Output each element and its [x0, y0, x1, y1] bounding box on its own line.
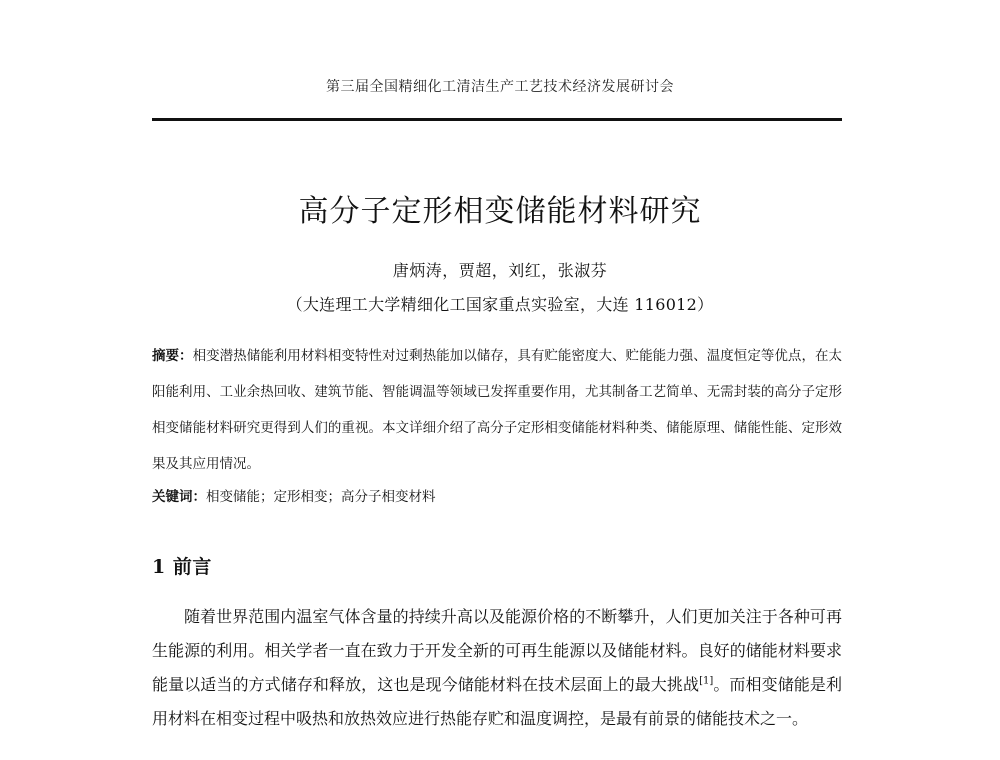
keywords-label: 关键词： — [152, 489, 206, 505]
citation-ref[interactable]: [1] — [699, 675, 714, 687]
introduction-paragraph — [152, 600, 842, 736]
conference-header: 第三届全国精细化工清洁生产工艺技术经济发展研讨会 — [326, 79, 674, 95]
header-rule — [152, 118, 842, 121]
keywords — [152, 482, 842, 512]
abstract — [152, 338, 842, 482]
author-list: 唐炳涛，贾超，刘红，张淑芬 — [392, 261, 608, 280]
paper-title: 高分子定形相变储能材料研究 — [298, 194, 702, 229]
keywords-text: 相变储能；定形相变；高分子相变材料 — [206, 489, 436, 505]
section-heading-introduction: 1 前言 — [152, 556, 212, 578]
paragraph-text-part2: 。而相变储能是利用材料在相变过程中吸热和放热效应进行热能存贮和温度调控，是最有前景的储能技术之一。 — [152, 675, 842, 728]
abstract-label: 摘要： — [152, 348, 193, 364]
abstract-text: 相变潜热储能利用材料相变特性对过剩热能加以储存，具有贮能密度大、贮能能力强、温度恒定等优点，在太阳能利用、工业余热回收、建筑节能、智能调温等领域已发挥重要作用，尤其制备工艺简单、无需封装的高分子定形相变储能材料研究更得到人们的重视。本文详细介绍了高分子定形相变储能材料种类、储能原理、储能性能、定形效果及其应用情况。 — [152, 348, 843, 472]
author-affiliation: （大连理工大学精细化工国家重点实验室，大连 116012） — [286, 295, 714, 314]
paragraph-text-part1: 随着世界范围内温室气体含量的持续升高以及能源价格的不断攀升，人们更加关注于各种可再生能源的利用。相关学者一直在致力于开发全新的可再生能源以及储能材料。良好的储能材料要求能量以适当的方式储存和释放，这也是现今储能材料在技术层面上的最大挑战 — [152, 607, 842, 694]
